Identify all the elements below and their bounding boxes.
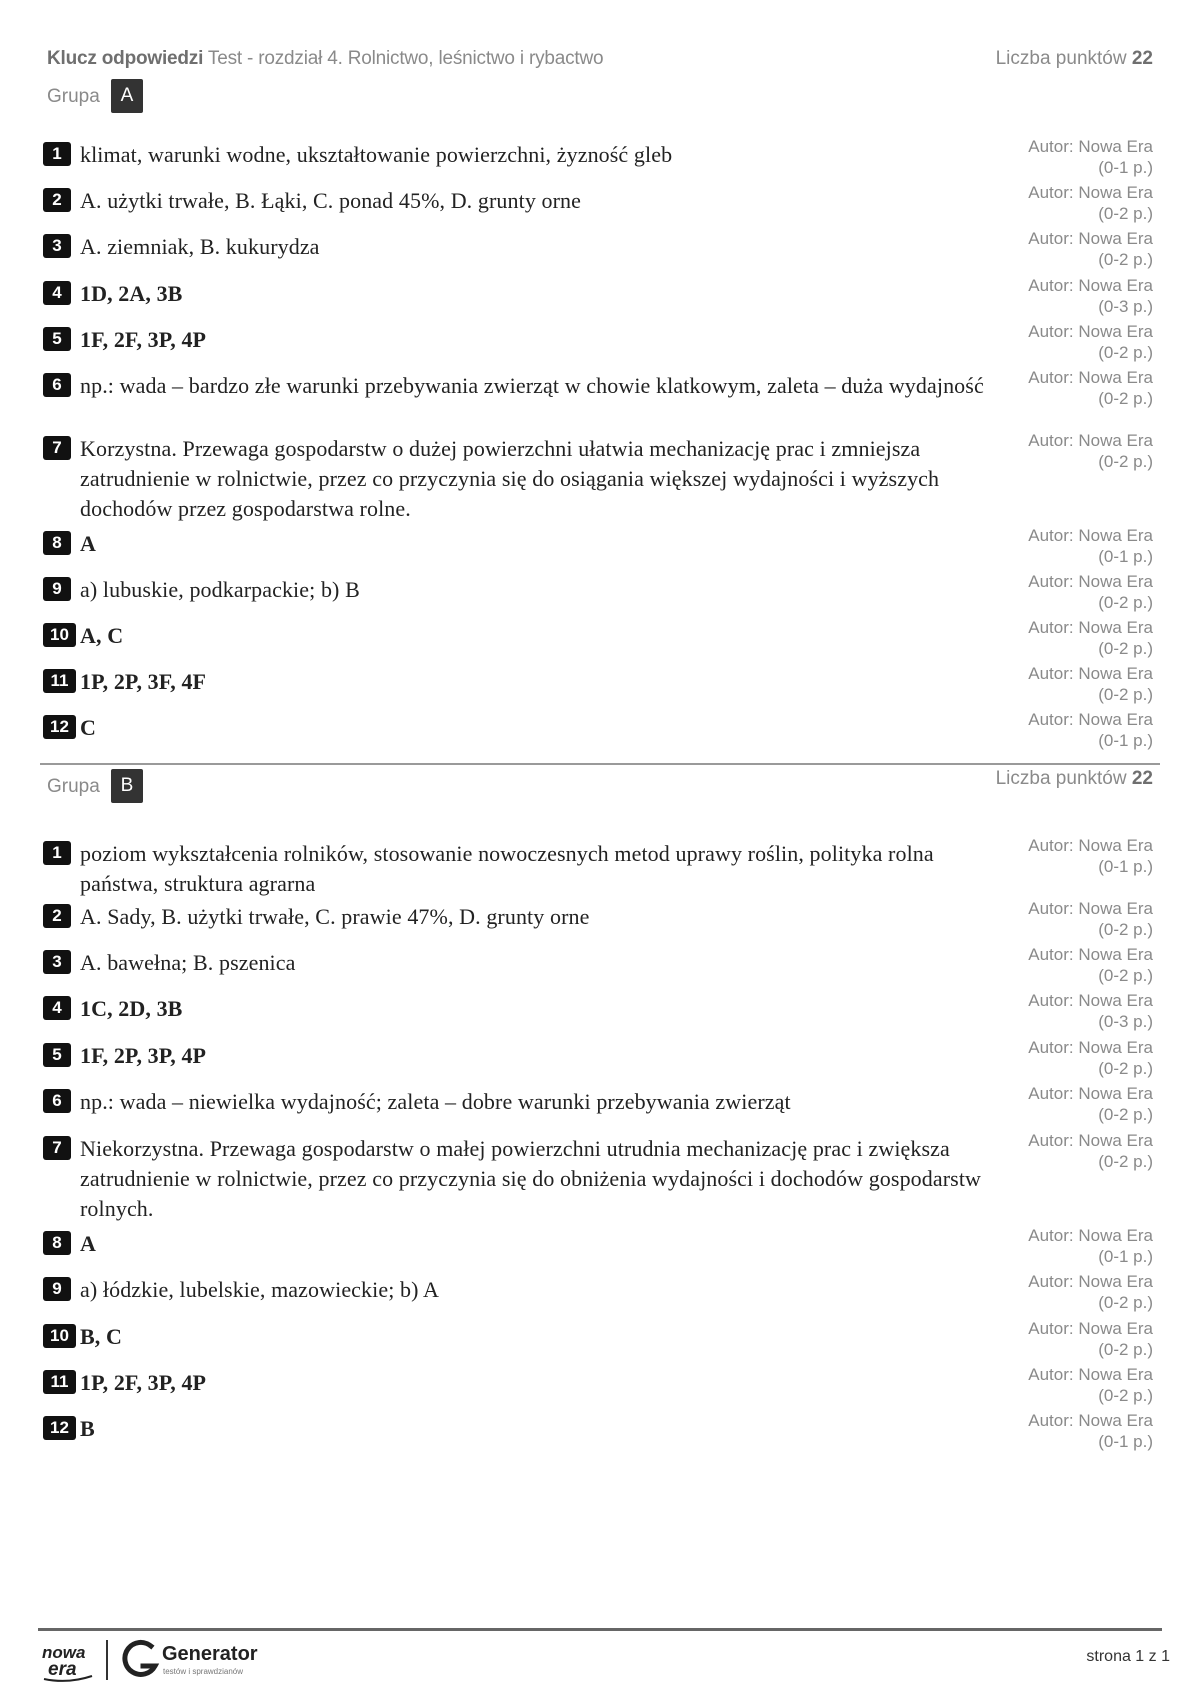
answer-meta	[1028, 709, 1153, 751]
answer-text: A. Sady, B. użytki trwałe, C. prawie 47%, D. grunty orne	[80, 904, 590, 929]
question-number-badge: 9	[43, 577, 71, 601]
score-range: (0-2 p.)	[1098, 452, 1153, 471]
group-letter-badge: B	[111, 769, 143, 803]
author-label: Autor: Nowa Era	[1028, 945, 1153, 964]
answer-meta	[1028, 136, 1153, 178]
answer-meta	[1028, 835, 1153, 877]
question-number-badge: 10	[43, 623, 76, 647]
question-number-badge: 8	[43, 531, 71, 555]
group-label: Grupa	[47, 86, 100, 107]
title-bold: Klucz odpowiedzi	[47, 48, 204, 69]
author-label: Autor: Nowa Era	[1028, 276, 1153, 295]
question-number-badge: 9	[43, 1277, 71, 1301]
answer-text: 1D, 2A, 3B	[80, 281, 183, 306]
question-number-badge: 12	[43, 715, 76, 739]
question-number-badge: 4	[43, 996, 71, 1020]
answer-text: Korzystna. Przewaga gospodarstw o dużej powierzchni ułatwia mechanizację prac i zmniejsza zatrudnienie w rolnictwie, przez co przyczynia się do osiągania większej wydajności i wyższych dochodów przez gospodarstwa rolne.	[80, 436, 940, 521]
author-label: Autor: Nowa Era	[1028, 710, 1153, 729]
score-range: (0-2 p.)	[1098, 1059, 1153, 1078]
points-total-b	[996, 768, 1153, 790]
question-number-badge: 10	[43, 1324, 76, 1348]
answer-meta	[1028, 944, 1153, 986]
question-number-badge: 2	[43, 188, 71, 212]
answer-text: A, C	[80, 623, 124, 648]
author-label: Autor: Nowa Era	[1028, 137, 1153, 156]
score-range: (0-2 p.)	[1098, 685, 1153, 704]
answer-text: klimat, warunki wodne, ukształtowanie powierzchni, żyzność gleb	[80, 142, 673, 167]
question-number-badge: 5	[43, 1043, 71, 1067]
author-label: Autor: Nowa Era	[1028, 1272, 1153, 1291]
author-label: Autor: Nowa Era	[1028, 183, 1153, 202]
answer-meta	[1028, 1271, 1153, 1313]
answer-text: B	[80, 1416, 95, 1441]
question-number-badge: 7	[43, 436, 71, 460]
author-label: Autor: Nowa Era	[1028, 899, 1153, 918]
score-range: (0-2 p.)	[1098, 343, 1153, 362]
author-label: Autor: Nowa Era	[1028, 1365, 1153, 1384]
answer-meta	[1028, 367, 1153, 409]
points-total-a	[996, 48, 1153, 70]
answer-meta	[1028, 525, 1153, 567]
answer-text: Niekorzystna. Przewaga gospodarstw o małej powierzchni utrudnia mechanizację prac i zwiększa zatrudnienie w rolnictwie, przez co przyczynia się do obniżenia wydajności i dochodów gospodarstw rolnych.	[80, 1136, 982, 1221]
score-range: (0-2 p.)	[1098, 250, 1153, 269]
answer-text: A. ziemniak, B. kukurydza	[80, 234, 320, 259]
author-label: Autor: Nowa Era	[1028, 836, 1153, 855]
author-label: Autor: Nowa Era	[1028, 1084, 1153, 1103]
answer-meta	[1028, 228, 1153, 270]
answer-meta	[1028, 617, 1153, 659]
question-number-badge: 6	[43, 373, 71, 397]
answer-text: a) lubuskie, podkarpackie; b) B	[80, 577, 360, 602]
answer-meta	[1028, 571, 1153, 613]
answer-text: A	[80, 1231, 96, 1256]
score-range: (0-2 p.)	[1098, 1105, 1153, 1124]
answer-text: np.: wada – bardzo złe warunki przebywania zwierząt w chowie klatkowym, zaleta – duża wydajność	[80, 373, 984, 398]
group-letter-badge: A	[111, 79, 143, 113]
question-number-badge: 1	[43, 841, 71, 865]
generator-logo	[121, 1636, 271, 1682]
question-number-badge: 3	[43, 950, 71, 974]
logo-nowa-text: nowa	[42, 1643, 86, 1662]
question-number-badge: 5	[43, 327, 71, 351]
score-range: (0-2 p.)	[1098, 1293, 1153, 1312]
author-label: Autor: Nowa Era	[1028, 664, 1153, 683]
answer-meta	[1028, 1083, 1153, 1125]
question-number-badge: 11	[43, 1370, 76, 1394]
title-rest: Test - rozdział 4. Rolnictwo, leśnictwo i rybactwo	[203, 48, 604, 69]
answer-text: C	[80, 715, 96, 740]
score-range: (0-2 p.)	[1098, 593, 1153, 612]
answer-text: 1P, 2F, 3P, 4P	[80, 1370, 207, 1395]
logo-generator-text: Generator	[162, 1643, 258, 1665]
score-range: (0-3 p.)	[1098, 297, 1153, 316]
question-number-badge: 6	[43, 1089, 71, 1113]
answer-text: 1P, 2P, 3F, 4F	[80, 669, 207, 694]
group-divider	[40, 763, 1160, 765]
points-value: 22	[1131, 48, 1153, 69]
score-range: (0-2 p.)	[1098, 920, 1153, 939]
author-label: Autor: Nowa Era	[1028, 1226, 1153, 1245]
question-number-badge: 4	[43, 281, 71, 305]
author-label: Autor: Nowa Era	[1028, 526, 1153, 545]
question-number-badge: 12	[43, 1416, 76, 1440]
logo-era-text: era	[48, 1659, 77, 1680]
score-range: (0-2 p.)	[1098, 389, 1153, 408]
score-range: (0-2 p.)	[1098, 1152, 1153, 1171]
answer-meta	[1028, 1318, 1153, 1360]
author-label: Autor: Nowa Era	[1028, 572, 1153, 591]
answer-meta	[1028, 1037, 1153, 1079]
points-label: Liczba punktów	[995, 768, 1127, 789]
question-number-badge: 3	[43, 234, 71, 258]
page-header	[47, 48, 1153, 74]
nowa-era-logo	[40, 1640, 96, 1682]
answer-meta	[1028, 1410, 1153, 1452]
score-range: (0-1 p.)	[1098, 731, 1153, 750]
author-label: Autor: Nowa Era	[1028, 1411, 1153, 1430]
answer-meta	[1028, 898, 1153, 940]
author-label: Autor: Nowa Era	[1028, 1319, 1153, 1338]
score-range: (0-2 p.)	[1098, 204, 1153, 223]
logo-tagline-text: testów i sprawdzianów	[163, 1667, 244, 1676]
answer-text: a) łódzkie, lubelskie, mazowieckie; b) A	[80, 1277, 439, 1302]
answer-text: B, C	[80, 1324, 122, 1349]
author-label: Autor: Nowa Era	[1028, 991, 1153, 1010]
page-number: strona 1 z 1	[1086, 1648, 1170, 1665]
author-label: Autor: Nowa Era	[1028, 368, 1153, 387]
author-label: Autor: Nowa Era	[1028, 229, 1153, 248]
answer-meta	[1028, 663, 1153, 705]
author-label: Autor: Nowa Era	[1028, 1131, 1153, 1150]
answer-text: A. użytki trwałe, B. Łąki, C. ponad 45%, D. grunty orne	[80, 188, 582, 213]
question-number-badge: 7	[43, 1136, 71, 1160]
author-label: Autor: Nowa Era	[1028, 431, 1153, 450]
answer-meta	[1028, 182, 1153, 224]
group-label: Grupa	[47, 776, 100, 797]
answer-text: np.: wada – niewielka wydajność; zaleta – dobre warunki przebywania zwierząt	[80, 1089, 791, 1114]
answer-text: poziom wykształcenia rolników, stosowanie nowoczesnych metod uprawy roślin, polityka rolna państwa, struktura agrarna	[80, 841, 934, 896]
answer-meta	[1028, 321, 1153, 363]
answer-text: 1F, 2P, 3P, 4P	[80, 1043, 207, 1068]
answer-text: A	[80, 531, 96, 556]
answer-meta	[1028, 990, 1153, 1032]
points-label: Liczba punktów	[995, 48, 1127, 69]
answer-meta	[1028, 1364, 1153, 1406]
score-range: (0-1 p.)	[1098, 158, 1153, 177]
score-range: (0-1 p.)	[1098, 857, 1153, 876]
score-range: (0-2 p.)	[1098, 966, 1153, 985]
answer-meta	[1028, 275, 1153, 317]
score-range: (0-1 p.)	[1098, 1432, 1153, 1451]
author-label: Autor: Nowa Era	[1028, 618, 1153, 637]
score-range: (0-2 p.)	[1098, 639, 1153, 658]
answer-meta	[1028, 1225, 1153, 1267]
answer-text: 1C, 2D, 3B	[80, 996, 183, 1021]
points-value: 22	[1131, 768, 1153, 789]
question-number-badge: 2	[43, 904, 71, 928]
question-number-badge: 1	[43, 142, 71, 166]
score-range: (0-1 p.)	[1098, 1247, 1153, 1266]
answer-meta	[1028, 1130, 1153, 1172]
score-range: (0-3 p.)	[1098, 1012, 1153, 1031]
logo-separator	[106, 1640, 108, 1680]
score-range: (0-2 p.)	[1098, 1340, 1153, 1359]
question-number-badge: 8	[43, 1231, 71, 1255]
score-range: (0-1 p.)	[1098, 547, 1153, 566]
answer-text: 1F, 2F, 3P, 4P	[80, 327, 207, 352]
author-label: Autor: Nowa Era	[1028, 1038, 1153, 1057]
question-number-badge: 11	[43, 669, 76, 693]
author-label: Autor: Nowa Era	[1028, 322, 1153, 341]
page-title	[47, 48, 603, 70]
footer-divider	[38, 1628, 1162, 1631]
answer-text: A. bawełna; B. pszenica	[80, 950, 296, 975]
answer-meta	[1028, 430, 1153, 472]
score-range: (0-2 p.)	[1098, 1386, 1153, 1405]
